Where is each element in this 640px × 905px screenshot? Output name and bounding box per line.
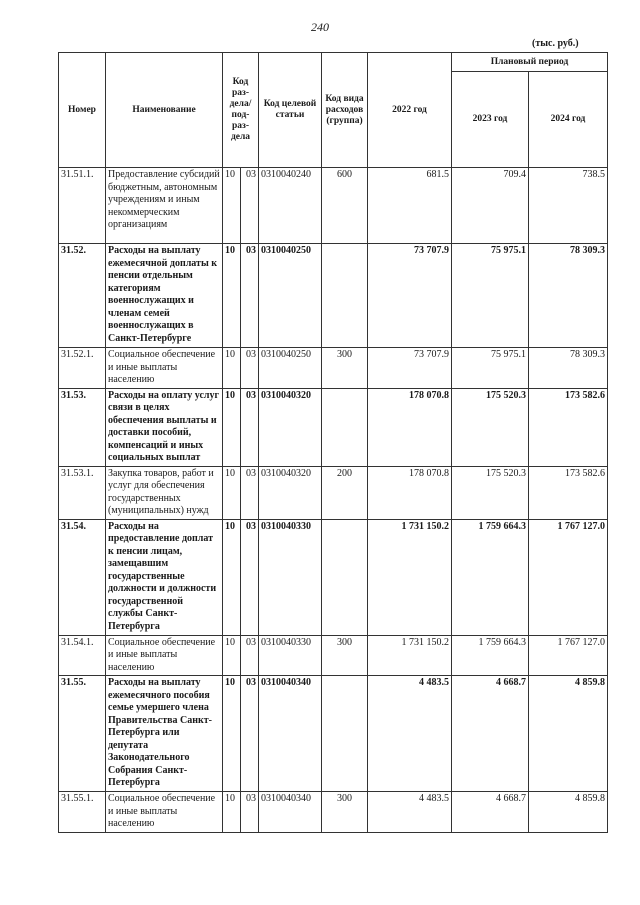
header-name: Наименование: [106, 53, 223, 168]
row-number: 31.54.1.: [59, 635, 106, 676]
row-target: 0310040340: [259, 792, 322, 833]
row-2022: 1 731 150.2: [368, 519, 452, 635]
row-2024: 1 767 127.0: [529, 635, 608, 676]
row-2023: 175 520.3: [452, 466, 529, 519]
row-2023: 175 520.3: [452, 388, 529, 466]
header-plan-period: Плановый период: [452, 53, 608, 72]
row-type: [322, 519, 368, 635]
row-razdel: 10: [223, 348, 241, 389]
table-row: [59, 466, 608, 519]
row-2024: 738.5: [529, 168, 608, 244]
row-type: 300: [322, 792, 368, 833]
row-2023: 4 668.7: [452, 792, 529, 833]
row-number: 31.53.1.: [59, 466, 106, 519]
units-label: (тыс. руб.): [532, 38, 579, 49]
header-expense-type: Код вида расходов (группа): [322, 53, 368, 168]
row-2022: 178 070.8: [368, 466, 452, 519]
row-number: 31.52.1.: [59, 348, 106, 389]
row-2022: 73 707.9: [368, 244, 452, 348]
table-row: [59, 519, 608, 635]
row-podrazdel: 03: [241, 168, 259, 244]
table-row: [59, 168, 608, 244]
row-podrazdel: 03: [241, 519, 259, 635]
row-target: 0310040240: [259, 168, 322, 244]
row-podrazdel: 03: [241, 244, 259, 348]
row-type: 200: [322, 466, 368, 519]
row-2022: 178 070.8: [368, 388, 452, 466]
header-2023: 2023 год: [452, 72, 529, 168]
row-target: 0310040250: [259, 348, 322, 389]
header-2022: 2022 год: [368, 53, 452, 168]
row-type: 300: [322, 348, 368, 389]
row-razdel: 10: [223, 388, 241, 466]
row-type: [322, 244, 368, 348]
row-number: 31.55.1.: [59, 792, 106, 833]
row-2022: 73 707.9: [368, 348, 452, 389]
table-row: [59, 635, 608, 676]
row-number: 31.52.: [59, 244, 106, 348]
row-name: Расходы на предоставление доплат к пенсии лицам, замещавшим государственные должности и должности государственной службы Санкт-Петербурга: [106, 519, 223, 635]
row-name: Расходы на выплату ежемесячного пособия семье умершего члена Правительства Санкт-Петербурга или депутата Законодательного Собрания Санкт-Петербурга: [106, 676, 223, 792]
header-num: Номер: [59, 53, 106, 168]
row-2022: 4 483.5: [368, 676, 452, 792]
row-razdel: 10: [223, 244, 241, 348]
row-razdel: 10: [223, 635, 241, 676]
row-razdel: 10: [223, 676, 241, 792]
row-type: [322, 388, 368, 466]
row-target: 0310040340: [259, 676, 322, 792]
header-target-code: Код целевой статьи: [259, 53, 322, 168]
row-podrazdel: 03: [241, 676, 259, 792]
row-2024: 173 582.6: [529, 388, 608, 466]
row-2024: 1 767 127.0: [529, 519, 608, 635]
header-section-code: Код раз-дела/ под-раз-дела: [223, 53, 259, 168]
row-2024: 78 309.3: [529, 244, 608, 348]
row-type: 600: [322, 168, 368, 244]
row-target: 0310040330: [259, 519, 322, 635]
row-number: 31.53.: [59, 388, 106, 466]
row-target: 0310040330: [259, 635, 322, 676]
row-name: Предоставление субсидий бюджетным, автономным учреждениям и иным некоммерческим организациям: [106, 168, 223, 244]
row-name: Социальное обеспечение и иные выплаты населению: [106, 348, 223, 389]
row-2023: 709.4: [452, 168, 529, 244]
page-number: 240: [311, 20, 329, 34]
row-target: 0310040320: [259, 388, 322, 466]
row-number: 31.51.1.: [59, 168, 106, 244]
row-razdel: 10: [223, 466, 241, 519]
row-podrazdel: 03: [241, 792, 259, 833]
row-name: Закупка товаров, работ и услуг для обеспечения государственных (муниципальных) нужд: [106, 466, 223, 519]
row-name: Расходы на оплату услуг связи в целях обеспечения выплаты и доставки пособий, компенсаций и иных социальных выплат: [106, 388, 223, 466]
row-podrazdel: 03: [241, 635, 259, 676]
row-2023: 75 975.1: [452, 244, 529, 348]
row-podrazdel: 03: [241, 348, 259, 389]
table-row: [59, 792, 608, 833]
row-type: [322, 676, 368, 792]
row-number: 31.55.: [59, 676, 106, 792]
row-2023: 1 759 664.3: [452, 519, 529, 635]
row-razdel: 10: [223, 792, 241, 833]
budget-table: [58, 52, 608, 833]
row-number: 31.54.: [59, 519, 106, 635]
row-2024: 4 859.8: [529, 676, 608, 792]
row-2022: 681.5: [368, 168, 452, 244]
row-target: 0310040250: [259, 244, 322, 348]
row-2024: 78 309.3: [529, 348, 608, 389]
row-2022: 1 731 150.2: [368, 635, 452, 676]
row-type: 300: [322, 635, 368, 676]
row-2022: 4 483.5: [368, 792, 452, 833]
row-2024: 4 859.8: [529, 792, 608, 833]
row-podrazdel: 03: [241, 466, 259, 519]
row-2023: 4 668.7: [452, 676, 529, 792]
row-razdel: 10: [223, 519, 241, 635]
table-row: [59, 676, 608, 792]
header-2024: 2024 год: [529, 72, 608, 168]
row-name: Социальное обеспечение и иные выплаты населению: [106, 635, 223, 676]
row-podrazdel: 03: [241, 388, 259, 466]
table-row: [59, 244, 608, 348]
table-row: [59, 348, 608, 389]
table-row: [59, 388, 608, 466]
row-name: Социальное обеспечение и иные выплаты населению: [106, 792, 223, 833]
row-target: 0310040320: [259, 466, 322, 519]
row-razdel: 10: [223, 168, 241, 244]
row-name: Расходы на выплату ежемесячной доплаты к пенсии отдельным категориям военнослужащих и членам семей военнослужащих в Санкт-Петербурге: [106, 244, 223, 348]
row-2023: 75 975.1: [452, 348, 529, 389]
row-2023: 1 759 664.3: [452, 635, 529, 676]
row-2024: 173 582.6: [529, 466, 608, 519]
